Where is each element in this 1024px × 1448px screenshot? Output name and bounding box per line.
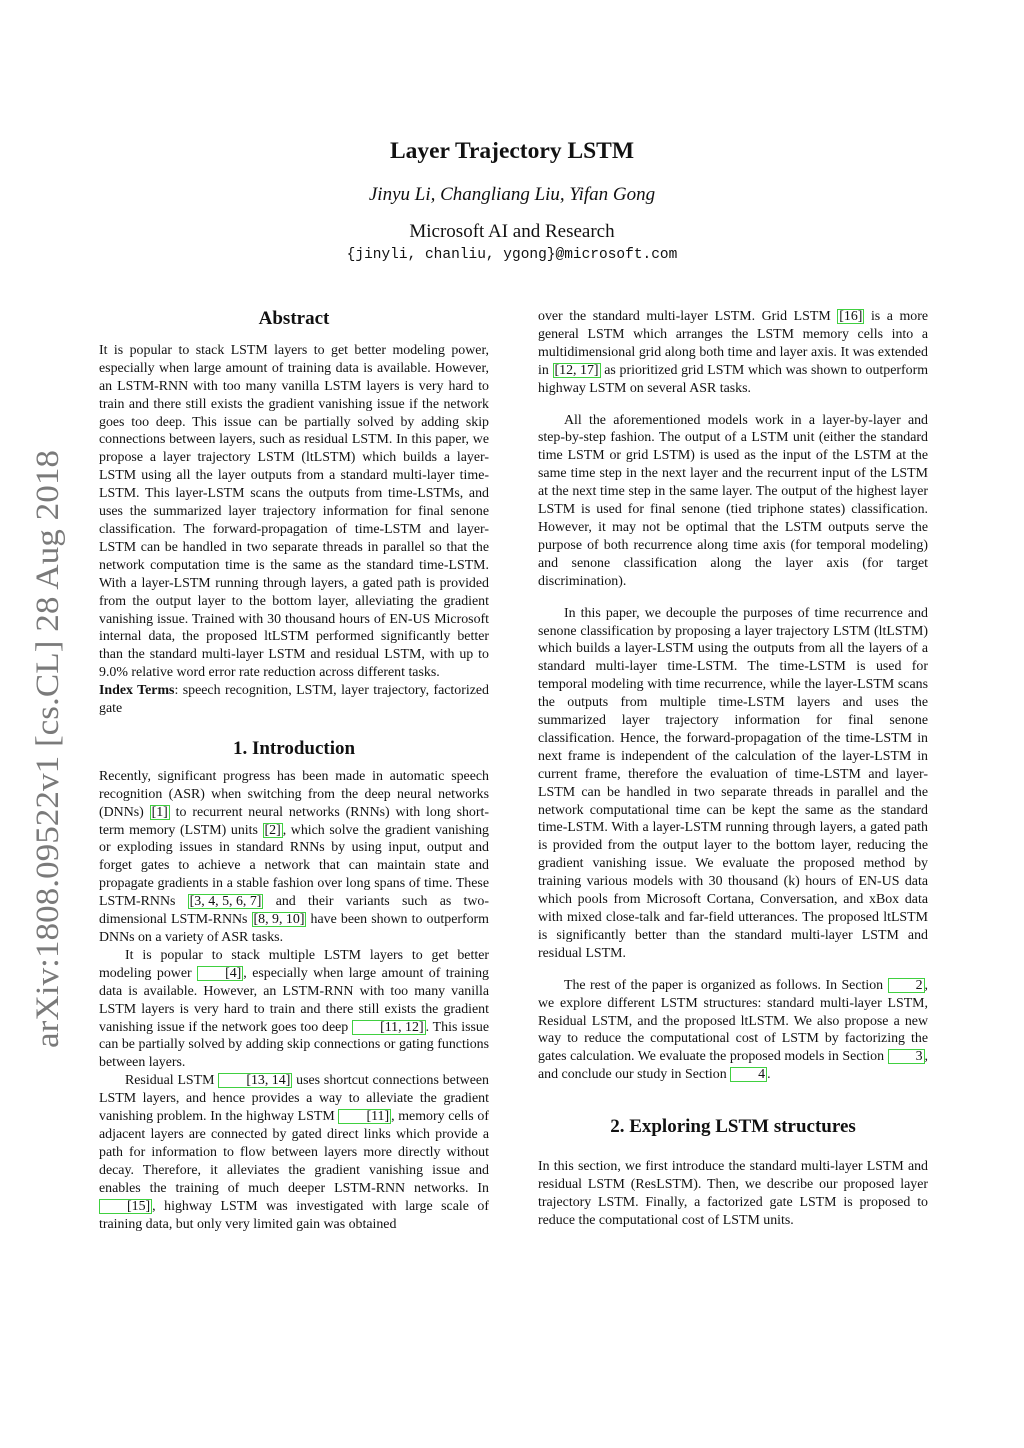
index-terms-label: Index Terms <box>99 683 175 699</box>
paper-header <box>0 138 1024 263</box>
introduction-heading: 1. Introduction <box>232 737 356 759</box>
citation-link[interactable]: [11] <box>338 1109 391 1124</box>
citation-link[interactable]: [12, 17] <box>554 362 599 378</box>
intro-paragraph-1: Recently, significant progress has been made in automatic speech recognition (ASR) when switching from the deep neural networks (DNNs) [1] to recurrent neural networks (RNNs) with long short-term memory (LSTM) units [2] , which solve the gradient vanishing or exploding issues in standard RNNs by using input, output and forget gates to achieve a network that can maintain state and propagate gradients in a stable fashion over long spans of time. These LSTM-RNNs [3, 4, 5, 6, 7] and their variants such as two-dimensional LSTM-RNNs [8, 9, 10] have been shown to outperform DNNs on a variety of ASR tasks. <box>99 768 489 945</box>
section-link[interactable]: 4 <box>730 1067 767 1082</box>
intro-paragraph-7: The rest of the paper is organized as follows. In Section 2 , we explore different LSTM structures: standard multi-layer LSTM, Residual LSTM, and the proposed ltLSTM. We also propose a new way to reduce the computational cost of LSTM by factorizing the gates calculation. We evaluate the proposed models in Section 3 , and conclude our study in Section 4 . <box>538 977 928 1083</box>
section-link[interactable]: 3 <box>888 1049 925 1064</box>
citation-link[interactable]: [8, 9, 10] <box>253 912 305 928</box>
citation-link[interactable]: [15] <box>99 1199 152 1214</box>
citation-link[interactable]: [4] <box>197 966 243 981</box>
email-addresses: {jinyli, chanliu, ygong}@microsoft.com <box>346 247 678 263</box>
section-link[interactable]: 2 <box>888 978 925 993</box>
index-terms <box>99 682 489 718</box>
intro-paragraph-5: All the aforementioned models work in a layer-by-layer and step-by-step fashion. The output of a LSTM unit (either the standard time LSTM or grid LSTM) is used as the input of the LSTM at the same time step in the next layer and the recurrent input of the LSTM at the next time step in the same layer. The output of the highest layer LSTM is used for final senone (tied triphone states) classification. However, it may not be optimal that the LSTM outputs serve the purpose of both recurrence along time axis (for temporal modeling) and senone classification along the layer axis (for target discrimination). <box>538 412 928 589</box>
affiliation: Microsoft AI and Research <box>409 221 615 242</box>
section-2-heading: 2. Exploring LSTM structures <box>610 1116 856 1138</box>
left-column <box>99 308 489 1233</box>
intro-paragraph-6: In this paper, we decouple the purposes of time recurrence and senone classification by proposing a layer trajectory LSTM (ltLSTM) which builds a layer-LSTM using the outputs from all the layers of a standard multi-layer time-LSTM. The time-LSTM is used for temporal modeling with time recurrence, while the layer-LSTM scans the outputs from multiple time-LSTM layers and uses the summarized layer trajectory information for final senone classification. Hence, the forward-propagation of the time-LSTM in next frame is independent of the calculation of the layer-LSTM in current frame, therefore the evaluation of time-LSTM and layer-LSTM can be handled in two separate threads in parallel and the network computational time can be kept the same as the standard time-LSTM. With a layer-LSTM running through layers, a gated path is provided from the output layer to the bottom layer, reducing the gradient vanishing issue. We evaluate the proposed method by training various models with 30 thousand (k) hours of EN-US data which pools from Microsoft Cortana, Conversation, and xBox data with mixed close-talk and far-field utterances. The proposed ltLSTM is significantly better than the standard multi-layer LSTM and residual LSTM. <box>538 605 928 961</box>
abstract-text: It is popular to stack LSTM layers to get better modeling power, especially when large amount of training data is available. However, an LSTM-RNN with too many vanilla LSTM layers is very hard to train and there still exists the gradient vanishing issue if the network goes too deep. This issue can be partially solved by adding skip connections between layers, such as residual LSTM. In this paper, we propose a layer trajectory LSTM (ltLSTM) which builds a layer-LSTM using all the layer outputs from a standard multi-layer time-LSTM. This layer-LSTM scans the outputs from time-LSTMs, and uses the summarized layer trajectory information for final senone classification. The forward-propagation of time-LSTM and layer-LSTM can be handled in two separate threads in parallel so that the network computation time is the same as the standard time-LSTM. With a layer-LSTM running through layers, a gated path is provided from the output layer to the bottom layer, alleviating the gradient vanishing issue. Trained with 30 thousand hours of EN-US Microsoft internal data, the proposed ltLSTM performed significantly better than the standard multi-layer LSTM and residual LSTM, with up to 9.0% relative word error rate reduction across different tasks. <box>99 342 489 681</box>
author-list: Jinyu Li, Changliang Liu, Yifan Gong <box>368 184 656 205</box>
citation-link[interactable]: [13, 14] <box>218 1073 292 1088</box>
citation-link[interactable]: [3, 4, 5, 6, 7] <box>189 894 262 910</box>
intro-paragraph-4: over the standard multi-layer LSTM. Grid LSTM [16] is a more general LSTM which arranges the LSTM memory cells into a multidimensional grid along both time and layer axis. It was extended in [12, 17] as prioritized grid LSTM which was shown to outperform highway LSTM on several ASR tasks. <box>538 309 929 396</box>
arxiv-identifier <box>26 440 66 1060</box>
right-column <box>538 308 928 1230</box>
citation-link[interactable]: [2] <box>264 822 281 838</box>
index-terms-text: : speech recognition, LSTM, layer trajectory, factorized gate <box>99 683 489 717</box>
citation-link[interactable]: [1] <box>151 804 168 820</box>
intro-paragraph-2: It is popular to stack multiple LSTM layers to get better modeling power [4] , especially when large amount of training data is available. However, an LSTM-RNN with too many vanilla LSTM layers is very hard to train and there still exists the gradient vanishing issue if the network goes too deep [11, 12] . This issue can be partially solved by adding skip connections or gating functions between layers. <box>99 947 489 1071</box>
paper-title: Layer Trajectory LSTM <box>389 138 635 164</box>
arxiv-identifier-text: arXiv:1808.09522v1 [cs.CL] 28 Aug 2018 <box>30 487 66 1048</box>
abstract-heading: Abstract <box>258 308 330 329</box>
intro-paragraph-3: Residual LSTM [13, 14] uses shortcut connections between LSTM layers, and hence provides a way to alleviate the gradient vanishing problem. In the highway LSTM [11] , memory cells of adjacent layers are connected by gated direct links which provide a path for information to flow between layers more directly without decay. Therefore, it alleviates the gradient vanishing issue and enables the training of much deeper LSTM-RNN networks. In [15] , highway LSTM was investigated with large scale of training data, but only very limited gain was obtained <box>99 1073 489 1232</box>
section-2-paragraph-1: In this section, we first introduce the standard multi-layer LSTM and residual LSTM (ResLSTM). Then, we describe our proposed layer trajectory LSTM. Finally, a factorized gate LSTM is proposed to reduce the computational cost of LSTM units. <box>538 1159 928 1228</box>
citation-link[interactable]: [16] <box>839 309 863 324</box>
citation-link[interactable]: [11, 12] <box>352 1020 425 1035</box>
